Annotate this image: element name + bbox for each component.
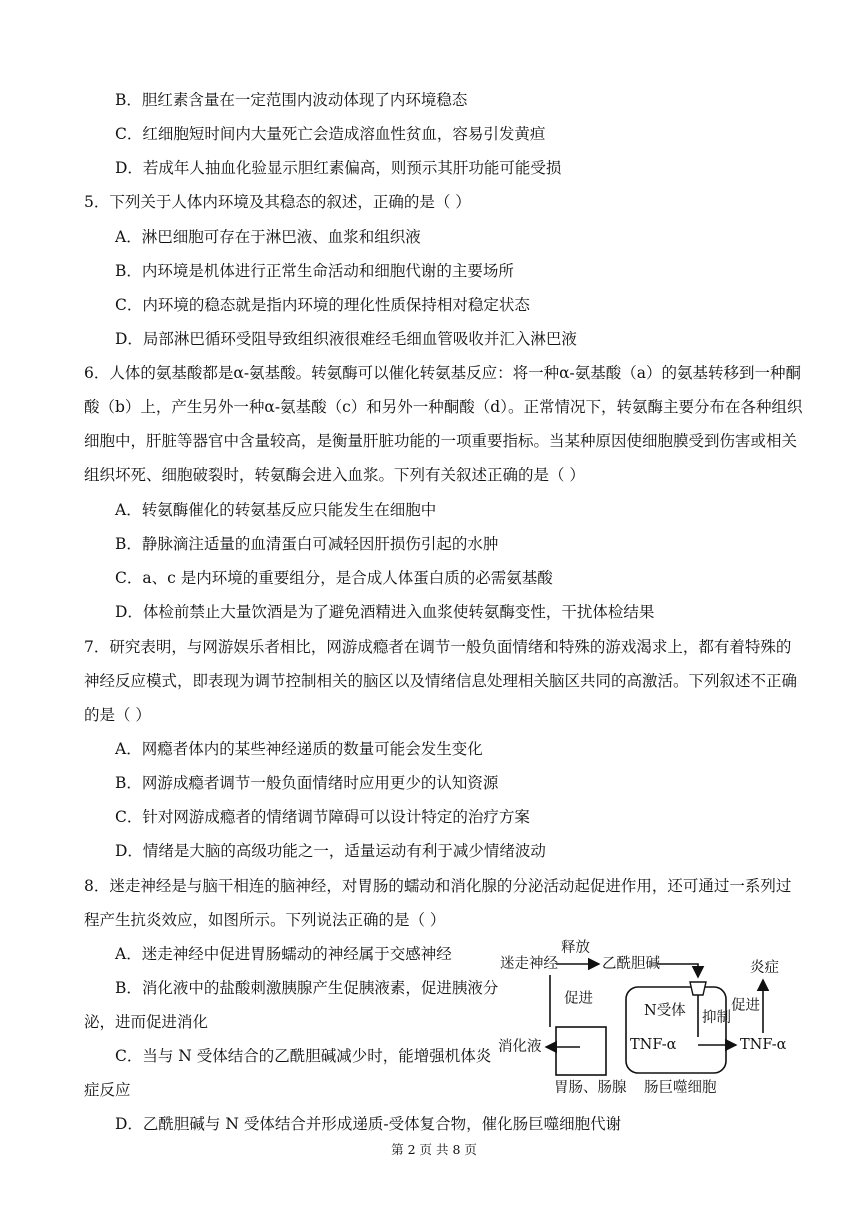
q5-option-a: A．淋巴细胞可存在于淋巴液、血浆和组织液 [115,228,421,246]
arrow-ach-to-receptor [658,964,698,977]
q6-option-a: A．转氨酶催化的转氨基反应只能发生在细胞中 [115,501,437,519]
stomach-pancreas-box [556,1027,606,1075]
q6-option-c: C．a、c 是内环境的重要组分，是合成人体蛋白质的必需氨基酸 [115,569,553,587]
label-tnf-inside: TNF-α [630,1037,677,1053]
q4-option-c: C．红细胞短时间内大量死亡会造成溶血性贫血，容易引发黄疸 [115,125,546,143]
q7-option-a: A．网瘾者体内的某些神经递质的数量可能会发生变化 [115,740,483,758]
q6-stem-line1: 6．人体的氨基酸都是α-氨基酸。转氨酶可以催化转氨基反应：将一种α-氨基酸（a）的氨基转移到一种酮 [84,364,802,382]
label-inhibit: 抑制 [702,1010,731,1026]
page-footer: 第 2 页 共 8 页 [391,1142,477,1157]
q8-option-c-line1: C．当与 N 受体结合的乙酰胆碱减少时，能增强机体炎 [115,1047,492,1065]
q7-stem-line1: 7．研究表明，与网游娱乐者相比，网游成瘾者在调节一般负面情绪和特殊的游戏渴求上，都有着特殊的 [84,638,792,656]
q8-stem-line2: 程产生抗炎效应，如图所示。下列说法正确的是（ ） [84,911,446,929]
q5-option-b: B．内环境是机体进行正常生命活动和细胞代谢的主要场所 [115,262,514,280]
label-release: 释放 [561,940,590,956]
q7-option-b: B．网游成瘾者调节一般负面情绪时应用更少的认知资源 [115,774,499,792]
label-tnf-outside: TNF-α [740,1037,787,1053]
vagus-nerve-diagram [498,935,798,1105]
q8-option-b-line2: 泌，进而促进消化 [84,1013,209,1031]
q8-option-c-line2: 症反应 [84,1081,131,1099]
q7-stem-line2: 神经反应模式，即表现为调节控制相关的脑区以及情绪信息处理相关脑区共同的高激活。下列叙述不正确 [84,672,798,690]
q5-stem: 5．下列关于人体内环境及其稳态的叙述，正确的是（ ） [84,193,471,211]
label-n-receptor: N受体 [644,1003,686,1019]
q6-option-d: D．体检前禁止大量饮酒是为了避免酒精进入血浆使转氨酶变性，干扰体检结果 [115,603,655,621]
q6-stem-line2: 酸（b）上，产生另外一种α-氨基酸（c）和另外一种酮酸（d）。正常情况下，转氨酶主要分布在各种组织 [84,398,803,416]
q5-option-c: C．内环境的稳态就是指内环境的理化性质保持相对稳定状态 [115,296,530,314]
q8-option-d: D．乙酰胆碱与 N 受体结合并形成递质-受体复合物，催化肠巨噬细胞代谢 [115,1115,622,1133]
q5-option-d: D．局部淋巴循环受阻导致组织液很难经毛细血管吸收并汇入淋巴液 [115,330,577,348]
label-promote-2: 促进 [731,998,760,1014]
label-promote-1: 促进 [564,991,593,1007]
label-ach: 乙酰胆碱 [602,956,660,972]
q4-option-d: D．若成年人抽血化验显示胆红素偏高，则预示其肝功能可能受损 [115,159,562,177]
q6-option-b: B．静脉滴注适量的血清蛋白可减轻因肝损伤引起的水肿 [115,535,499,553]
q7-option-c: C．针对网游成瘾者的情绪调节障碍可以设计特定的治疗方案 [115,808,530,826]
q8-option-b-line1: B．消化液中的盐酸刺激胰腺产生促胰液素，促进胰液分 [115,979,499,997]
q6-stem-line4: 组织坏死、细胞破裂时，转氨酶会进入血浆。下列有关叙述正确的是（ ） [84,466,585,484]
label-inflammation: 炎症 [750,960,779,976]
q4-option-b: B．胆红素含量在一定范围内波动体现了内环境稳态 [115,91,468,109]
label-macrophage: 肠巨噬细胞 [644,1080,717,1096]
label-digestive-fluid: 消化液 [498,1039,542,1055]
q6-stem-line3: 细胞中，肝脏等器官中含量较高，是衡量肝脏功能的一项重要指标。当某种原因使细胞膜受到伤害或相关 [84,432,798,450]
q7-stem-line3: 的是（ ） [84,706,151,724]
receptor-cup [690,982,706,995]
label-vagus: 迷走神经 [500,956,558,972]
q8-option-a: A．迷走神经中促进胃肠蠕动的神经属于交感神经 [115,945,452,963]
macrophage-box [626,987,726,1073]
label-stomach-pancreas: 胃肠、肠腺 [554,1080,627,1096]
q8-stem-line1: 8．迷走神经是与脑干相连的脑神经，对胃肠的蠕动和消化腺的分泌活动起促进作用，还可通过一系列过 [84,877,792,895]
q7-option-d: D．情绪是大脑的高级功能之一，适量运动有利于减少情绪波动 [115,842,546,860]
